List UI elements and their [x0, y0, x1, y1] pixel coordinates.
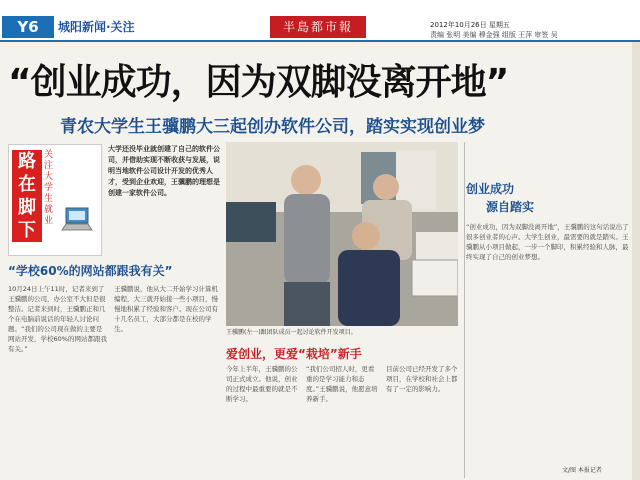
section-code: Y6: [2, 16, 54, 38]
headline: “创业成功，因为双脚没离开地”: [8, 62, 509, 103]
subheadline: 青农大学生王骥鹏大三起创办软件公司，踏实实现创业梦: [60, 117, 485, 137]
editor-credits: 责编 张明 美编 穆金强 组版 王萍 审签 吴: [430, 31, 558, 39]
article-column-4: “我们公司招人时，更看重的是学习能力和态度。”王骥鹏说，他愿意培养新手。: [306, 365, 378, 403]
article-column-5: 目前公司已经开发了多个项目，在学校和社会上都有了一定的影响力。: [386, 365, 458, 393]
section-heading-1: “学校60%的网站都跟我有关”: [8, 264, 173, 278]
intro-text: 大学还没毕业就创建了自己的软件公司，并借助实现不断收获与发展，说明当地软件公司设计开发的优秀人才，受到企业欢迎，王骥鹏的理想是创建一家软件公司。: [108, 145, 220, 197]
masthead-logo: 半島都市報: [270, 16, 366, 38]
section-name: 城阳新闻·关注: [58, 20, 135, 34]
article-column-1: 10月24日上午11时，记者来到了王骥鹏的公司，办公室不大但是很整洁。记者来到时，王骥鹏正和几个在电脑前说话的年轻人讨论问题。“我们的公司现在做的主要是网站开发，学校60%的网站都跟我有关。”: [8, 285, 107, 353]
section-heading-2: 爱创业，更爱“栽培”新手: [226, 347, 362, 361]
column-logo-side: 关注大学生就业: [44, 150, 54, 226]
commentary-title-1: 创业成功: [466, 182, 515, 196]
article-column-2: 王骥鹏说，他从大二开始学习计算机编程，大三就开始接一些小项目，慢慢地积累了经验和客户。现在公司有十几名员工，大部分都是在校的学生。: [114, 285, 218, 333]
column-logo-main: 路在脚下: [12, 150, 42, 242]
issue-date: 2012年10月26日 星期五: [430, 21, 510, 29]
laptop-icon: [60, 206, 94, 232]
article-column-3: 今年上半年，王骥鹏的公司正式成立。他说，创业的过程中最重要的就是不断学习。: [226, 365, 298, 403]
photo-caption: 王骥鹏(左一)跟团队成员一起讨论软件开发项目。: [226, 329, 357, 336]
commentary-author: 文/图 本报记者: [562, 467, 602, 474]
commentary-title-2: 源自踏实: [486, 200, 535, 214]
article-photo: [226, 142, 458, 326]
commentary-text: “创业成功，因为双脚没离开地”，王骥鹏的这句话说出了很多创业者的心声。大学生创业，最需要的就是踏实。王骥鹏从小项目做起，一步一个脚印，积累经验和人脉，最终实现了自己的创业梦想。: [466, 223, 629, 261]
